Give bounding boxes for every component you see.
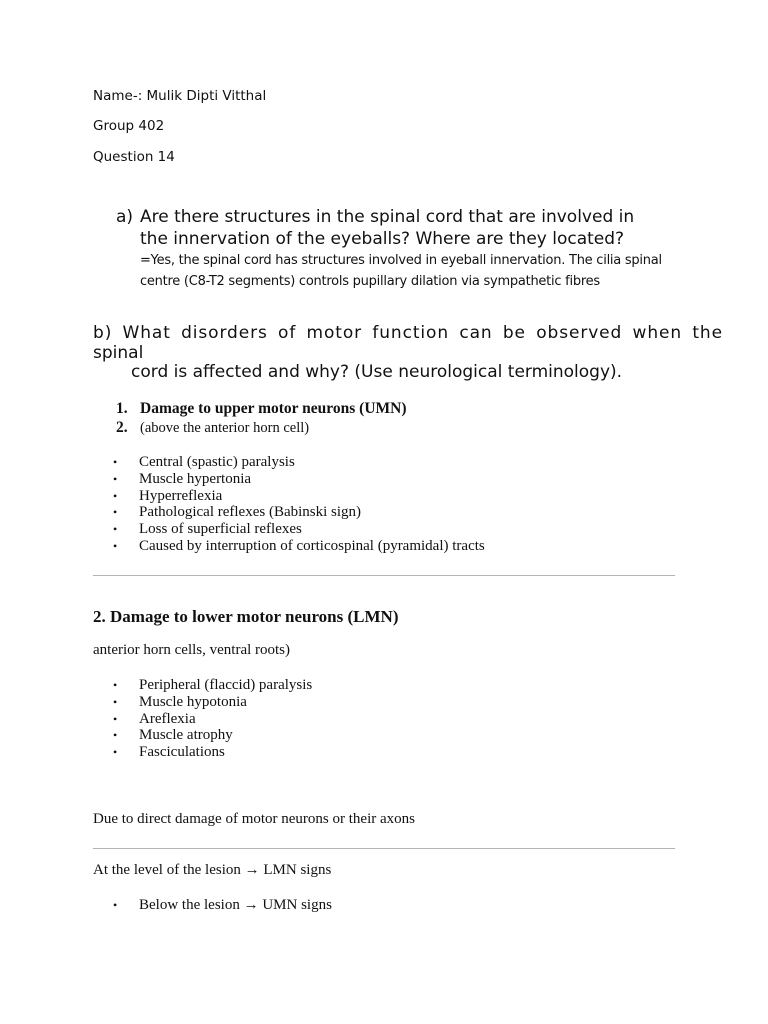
question-label: Question 14 (93, 149, 175, 165)
list-item: • Loss of superficial reflexes (113, 521, 302, 538)
bullet-icon: • (113, 522, 118, 537)
lmn-bullet-list (93, 677, 312, 761)
umn-item1-heading: Damage to upper motor neurons (UMN) (140, 400, 407, 417)
divider (93, 848, 675, 849)
list-item: • Hyperreflexia (113, 487, 223, 504)
list-item: • Areflexia (113, 710, 196, 727)
bullet-icon: • (113, 538, 118, 553)
answer-a-line2: centre (C8-T2 segments) controls pupillary dilation via sympathetic fibres (140, 274, 600, 289)
list-item: • Below the lesion → UMN signs (113, 897, 332, 913)
bullet-icon: • (113, 678, 118, 692)
lmn-heading: 2. Damage to lower motor neurons (LMN) (93, 607, 399, 626)
bullet-icon: • (113, 898, 118, 912)
question-b-line1-text: b) What disorders of motor function can be observed when the (93, 323, 723, 343)
question-a-line2: the innervation of the eyeballs? Where are they located? (140, 229, 625, 249)
list-item: • Muscle atrophy (113, 727, 233, 744)
bullet-icon: • (113, 471, 118, 486)
question-a-line1: Are there structures in the spinal cord that are involved in (140, 207, 635, 227)
group-label: Group 402 (93, 118, 165, 134)
student-name: Name-: Mulik Dipti Vitthal (93, 88, 267, 104)
list-item: • Central (spastic) paralysis (113, 454, 295, 470)
list-item: • Muscle hypertonia (113, 470, 252, 487)
question-b-line2: cord is affected and why? (Use neurological terminology). (131, 362, 623, 382)
bullet-icon: • (113, 694, 118, 709)
bullet-icon: • (113, 488, 118, 503)
bullet-icon: • (113, 745, 118, 760)
umn-item2-text: (above the anterior horn cell) (140, 420, 310, 436)
lmn-cause: Due to direct damage of motor neurons or their axons (93, 811, 415, 827)
bullet-icon: • (113, 711, 118, 726)
bullet-icon: • (113, 505, 118, 520)
list-item: • Muscle hypotonia (113, 693, 247, 710)
answer-a-line1: =Yes, the spinal cord has structures involved in eyeball innervation. The cilia spinal (140, 253, 662, 268)
umn-item2-number: 2. (116, 419, 128, 436)
lesion-level-line: At the level of the lesion → LMN signs (93, 862, 332, 878)
umn-item1-number: 1. (116, 400, 128, 417)
lmn-subtext: anterior horn cells, ventral roots) (93, 642, 291, 658)
question-b-line1-wrap: spinal (93, 343, 144, 363)
list-item: • Pathological reflexes (Babinski sign) (113, 504, 362, 521)
list-item: • Peripheral (flaccid) paralysis (113, 677, 313, 693)
question-a-marker: a) (116, 207, 134, 227)
list-item: • Caused by interruption of corticospinal (pyramidal) tracts (113, 537, 485, 554)
list-item: • Fasciculations (113, 744, 225, 761)
bullet-icon: • (113, 455, 118, 469)
divider (93, 575, 675, 576)
lesion-bullet-list (93, 897, 332, 914)
umn-bullet-list (93, 454, 485, 555)
bullet-icon: • (113, 728, 118, 743)
question-b-line1 (93, 323, 723, 343)
